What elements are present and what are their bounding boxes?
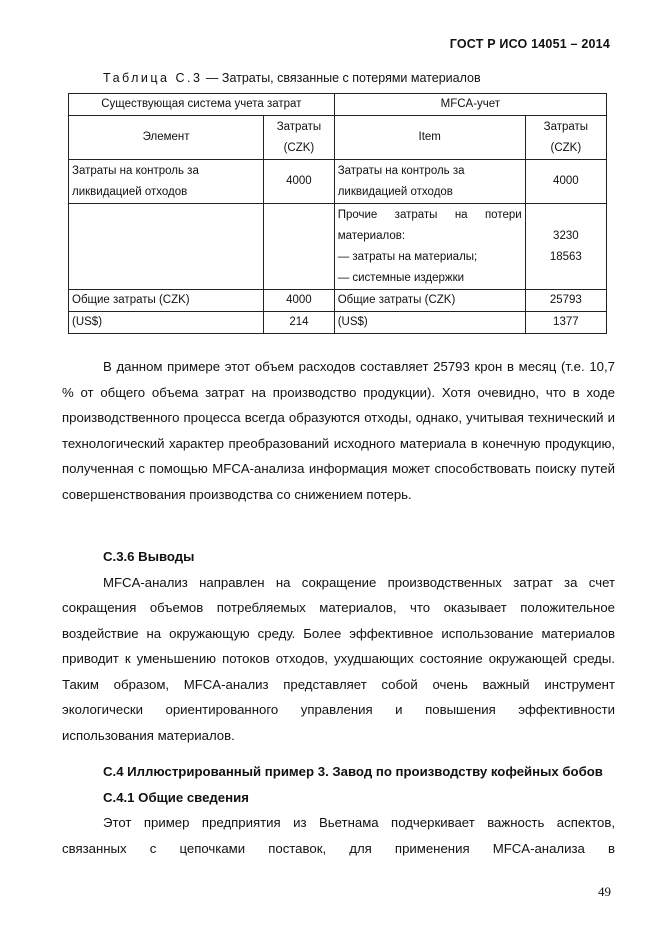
system-costs-value: 18563 [549,250,582,263]
row-value-right: 1377 [525,312,606,334]
heading-general-info: С.4.1 Общие сведения [103,789,249,805]
col-header-item: Item [334,116,525,160]
paragraph-cost-example: В данном примере этот объем расходов составляет 25793 крон в месяц (т.е. 10,7 % от общего объема затрат на производство продукции). Хотя очевидно, что в ходе производственного процесса всегда образуются отходы, однако, учитывая технический и технологический характер преобразований исходного материала в конечную продукцию, полученная с помощью MFCA-анализа информация может способствовать поиску путей совершенствования производства со снижением потерь. [62,359,615,502]
paragraph-conclusions: MFCA-анализ направлен на сокращение производственных затрат за счет сокращения объемов потребляемых материалов, что оказывает положительное воздействие на окружающую среду. Более эффективное использование материалов приводит к уменьшению потоков отходов, ухудшающих состояние окружающей среды. Таким образом, MFCA-анализ представляет собой очень важный инструмент экологически ориентированного управления и повышения эффективности использования материалов. [62,574,615,743]
system-costs-line: — системные издержки [337,271,465,284]
row-value-left [264,204,335,290]
table-row [69,204,607,290]
row-value-right: 25793 [525,290,606,312]
cost-table [68,93,607,334]
col-header-element: Элемент [69,116,264,160]
row-label-right: Затраты на контроль за ликвидацией отходов [334,160,525,204]
row-label-left: Общие затраты (CZK) [69,290,264,312]
row-label-left [69,204,264,290]
material-costs-line: — затраты на материалы; [337,250,478,263]
table-caption [103,71,481,85]
body-section-3 [62,759,615,861]
paragraph-general-info: Этот пример предприятия из Вьетнама подчеркивает важность аспектов, связанных с цепочками поставок, для применения MFCA-анализа в [62,815,615,856]
row-value-left: 4000 [264,290,335,312]
table-row [69,312,607,334]
group-header-mfca: MFCA-учет [334,94,606,116]
body-section-2 [62,544,615,748]
row-label-left: Затраты на контроль за ликвидацией отходов [69,160,264,204]
body-section-1 [62,354,615,507]
heading-conclusions: С.3.6 Выводы [103,549,195,564]
row-value-right: 4000 [525,160,606,204]
col-header-costs-left: Затраты (CZK) [264,116,335,160]
table-column-header-row [69,116,607,160]
row-values-right-multiline [525,204,606,290]
page-number: 49 [598,884,611,899]
material-costs-value: 3230 [553,229,579,242]
table-row [69,160,607,204]
heading-example-3: С.4 Иллюстрированный пример 3. Завод по производству кофейных бобов [103,764,603,779]
table-caption-label: Таблица С.3 [103,71,203,85]
col-header-costs-right: Затраты (CZK) [525,116,606,160]
other-costs-line: Прочие затраты на потери материалов: [337,208,522,242]
table-group-header-row [69,94,607,116]
row-label-right: (US$) [334,312,525,334]
group-header-existing: Существующая система учета затрат [69,94,335,116]
document-header: ГОСТ Р ИСО 14051 – 2014 [449,37,610,51]
row-label-right: Общие затраты (CZK) [334,290,525,312]
row-value-left: 4000 [264,160,335,204]
row-label-left: (US$) [69,312,264,334]
row-value-left: 214 [264,312,335,334]
row-label-right-multiline [334,204,525,290]
table-row [69,290,607,312]
table-caption-text: — Затраты, связанные с потерями материалов [205,71,481,85]
